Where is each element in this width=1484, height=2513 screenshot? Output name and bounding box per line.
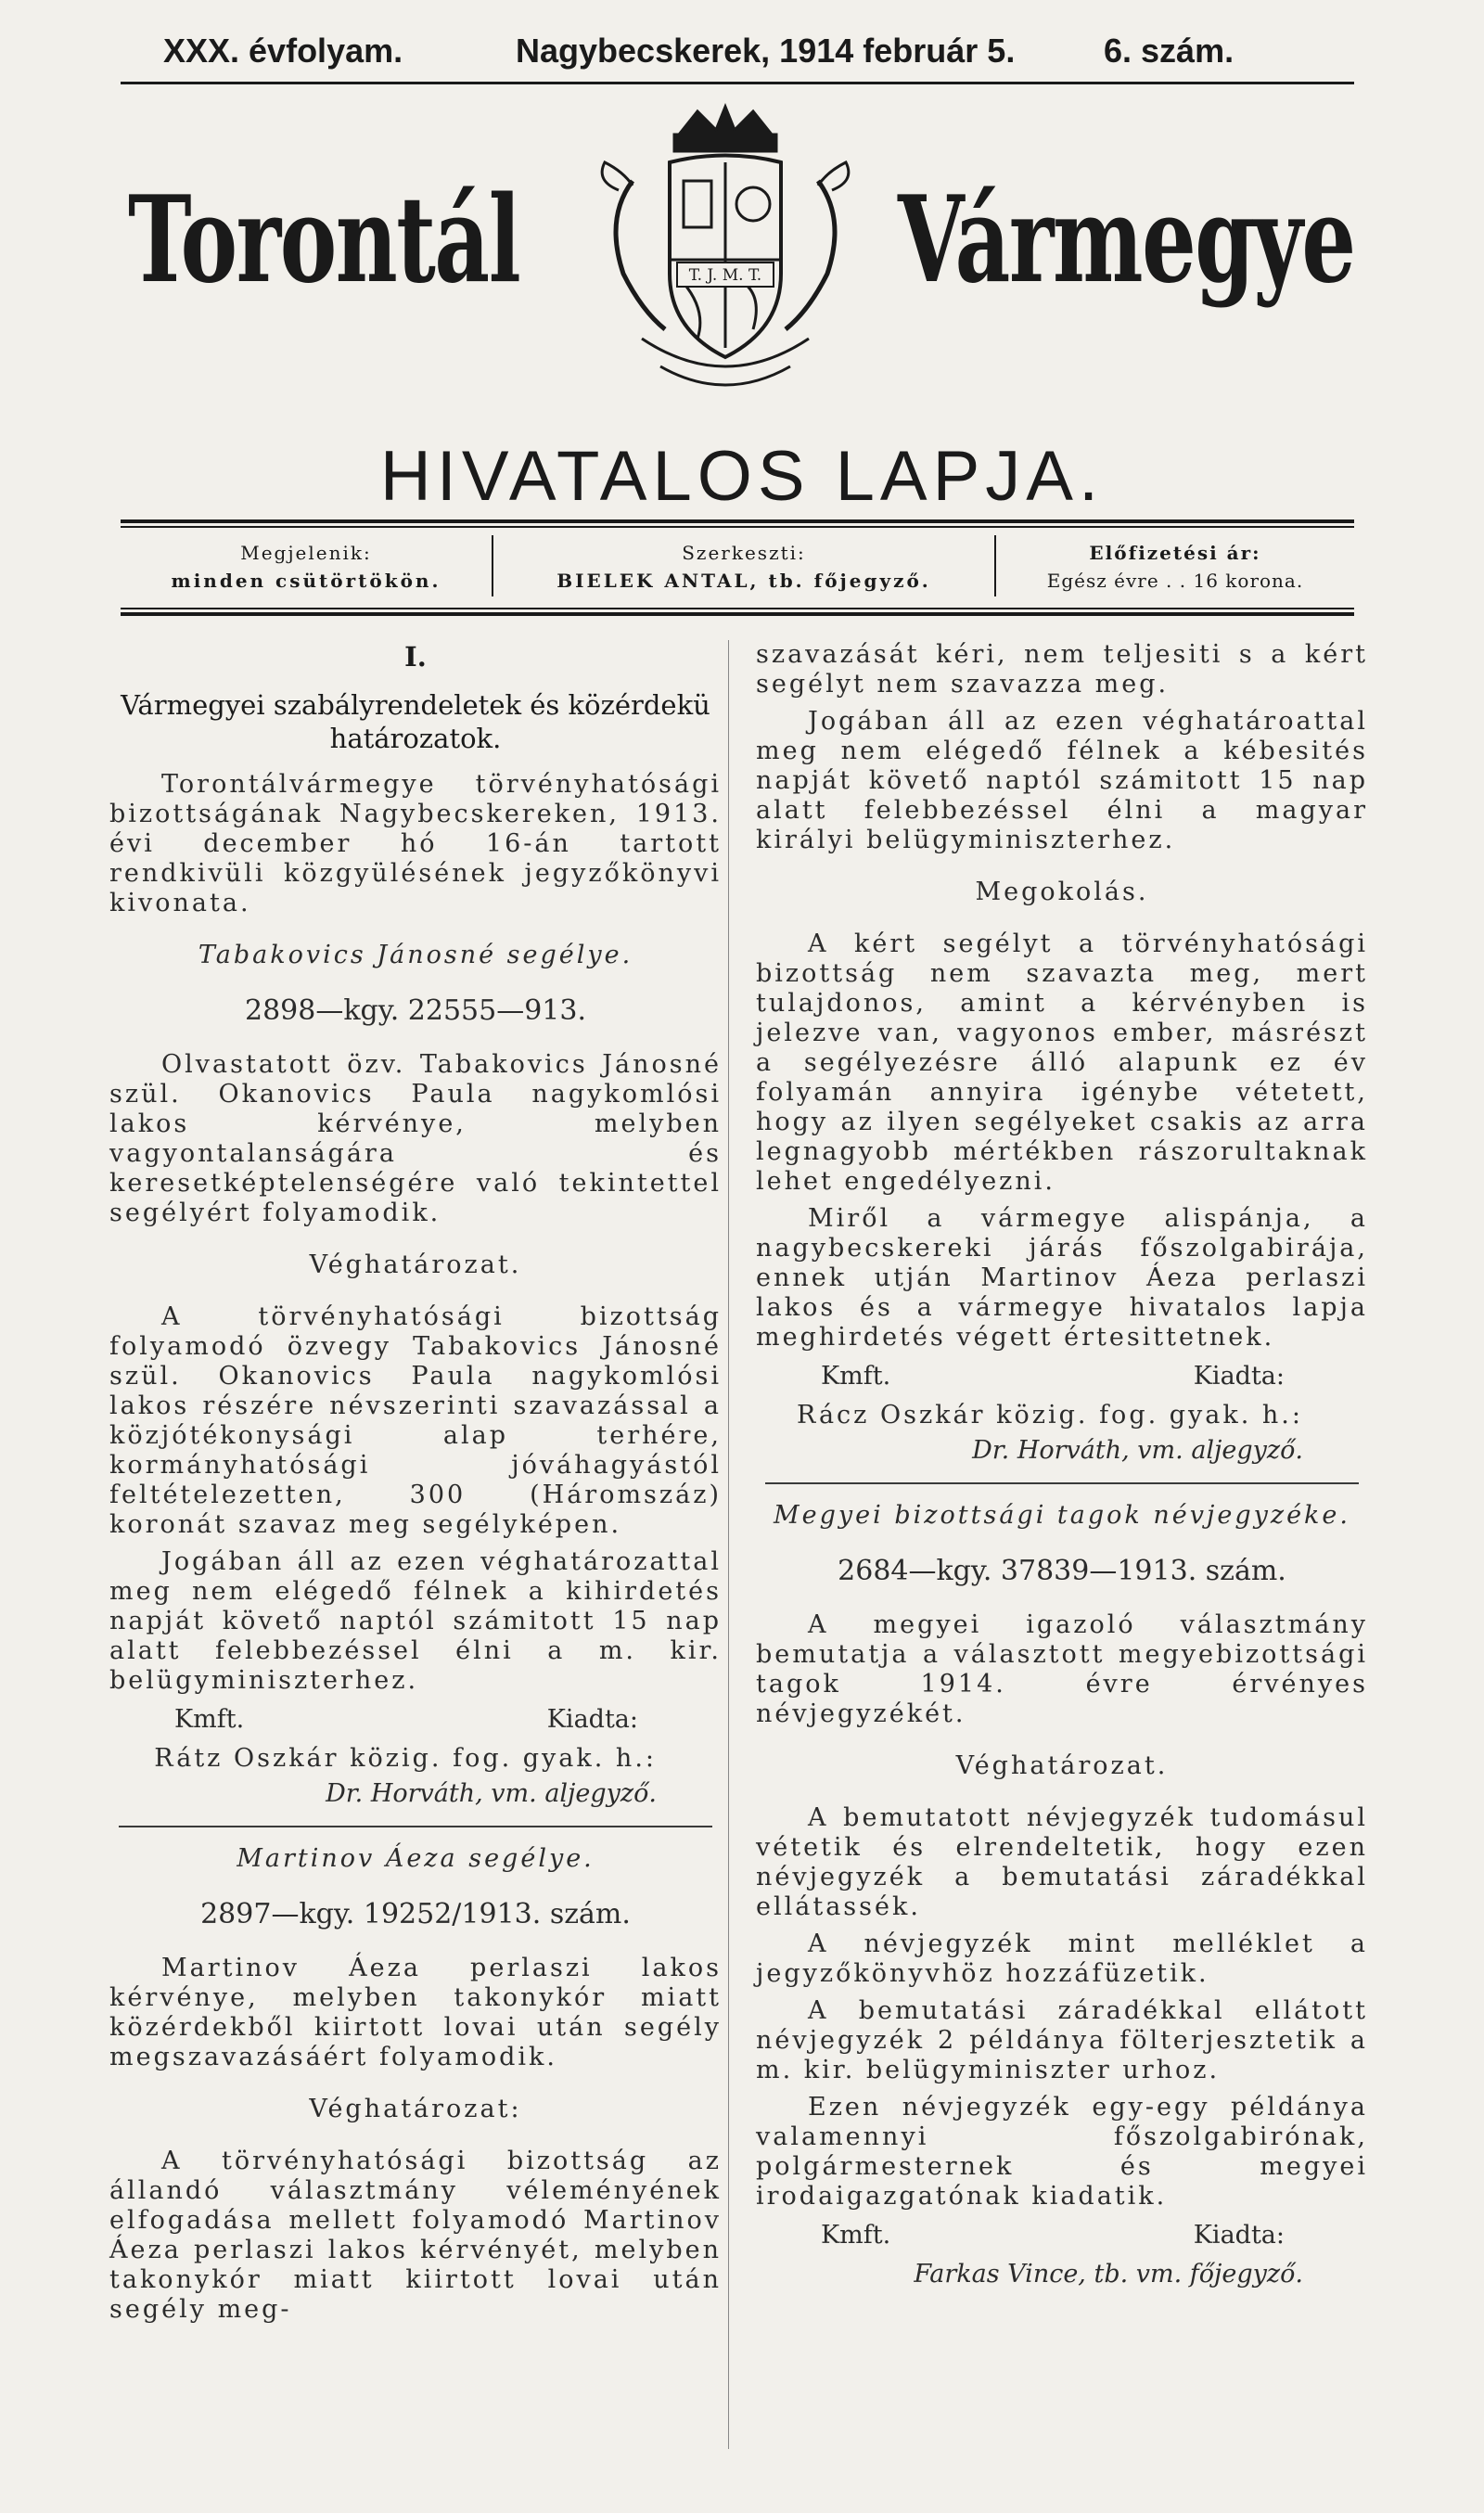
case-number: 2898—kgy. 22555—913.	[245, 994, 586, 1027]
issue-number: 6. szám.	[1104, 32, 1235, 70]
crest-label: T. J. M. T.	[688, 266, 762, 285]
header-rule	[121, 82, 1354, 84]
appeal-text: Jogában áll az ezen véghatároattal meg nem elégedő félnek a kébesités napját követő naptól számitott 15 nap alatt felebbezéssel élni a magyar királyi belügyminiszterhez.	[756, 707, 1368, 854]
case-title: Tabakovics Jánosné segélye.	[198, 941, 633, 969]
subscription-label: Előfizetési ár:	[1089, 542, 1261, 564]
kmft-label: Kmft.	[821, 1362, 891, 1391]
decision-title: Véghatározat:	[309, 2095, 522, 2123]
section-title: Vármegyei szabályrendeletek és közérdekü határozatok.	[121, 689, 710, 754]
case-number: 2684—kgy. 37839—1913. szám.	[838, 1555, 1286, 1587]
appears-label: Megjelenik:	[240, 542, 372, 564]
decision-text: Ezen névjegyzék egy-egy példánya valamennyi főszolgabirónak, polgármesternek és megyei irodaigazgatónak kiadatik.	[756, 2093, 1368, 2211]
section-rule	[765, 1482, 1359, 1484]
decision-text: A bemutatott névjegyzék tudomásul vétetik és elrendeltetik, hogy ezen névjegyzék a bemutatási záradékkal ellátassék.	[756, 1803, 1368, 1921]
left-column	[109, 640, 722, 2332]
subscription-value: Egész évre . . 16 korona.	[1046, 570, 1304, 592]
section-rule	[119, 1826, 712, 1827]
masthead-title-right: Vármegye	[898, 171, 1355, 310]
editor-label: Szerkeszti:	[682, 542, 806, 564]
continued-text: szavazását kéri, nem teljesiti s a kért segélyt nem szavazza meg.	[756, 640, 1368, 699]
decision-title: Véghatározat.	[955, 1751, 1169, 1780]
case-title: Martinov Áeza segélye.	[237, 1844, 595, 1873]
appears-value: minden csütörtökön.	[171, 570, 441, 592]
appears-block	[121, 539, 492, 595]
column-divider	[728, 640, 729, 2449]
case-body: Olvastatott özv. Tabakovics Jánosné szül. Okanovics Paula nagykomlósi lakos kérvénye, melyben vagyontalanságára és keresetképtelenségére való tekintettel segélyért folyamodik.	[109, 1050, 722, 1227]
case-number: 2897—kgy. 19252/1913. szám.	[200, 1898, 631, 1930]
masthead-title-left: Torontál	[128, 171, 520, 310]
decision-title: Véghatározat.	[309, 1250, 522, 1279]
editor-value: BIELEK ANTAL, tb. főjegyző.	[556, 570, 931, 592]
decision-text: A névjegyzék mint melléklet a jegyzőkönyvhöz hozzáfüzetik.	[756, 1930, 1368, 1988]
case-body: A megyei igazoló választmány bemutatja a választott megyebizottsági tagok 1914. évre érvényes névjegyzékét.	[756, 1610, 1368, 1728]
info-rule-top	[121, 519, 1354, 523]
subscription-block	[996, 539, 1354, 595]
info-bar	[121, 532, 1354, 606]
decision-text: A törvényhatósági bizottság folyamodó özvegy Tabakovics Jánosné szül. Okanovics Paula nagykomlósi lakos részére névszerinti szavazással a közjótékonysági alap terhére, kormányhatósági jóváhagyástól feltételezetten, 300 (Háromszáz) koronát szavaz meg segélyképen.	[109, 1302, 722, 1539]
issue-header	[0, 26, 1484, 82]
decision-text: A bemutatási záradékkal ellátott névjegyzék 2 példánya fölterjesztetik a m. kir. belügyminiszter urhoz.	[756, 1996, 1368, 2084]
subtitle: HIVATALOS LAPJA.	[379, 437, 1105, 516]
editor-block	[493, 539, 994, 595]
reason-text: Miről a vármegye alispánja, a nagybecskereki járás főszolgabirája, ennek utján Martinov Áeza perlaszi lakos és a vármegye hivatalos lapja meghirdetés végett értesittetnek.	[756, 1204, 1368, 1352]
signature-line	[756, 2221, 1368, 2250]
signature-name: Farkas Vince, tb. vm. főjegyző.	[914, 2260, 1303, 2289]
info-rule-bottom2	[121, 612, 1354, 616]
decision-text: A törvényhatósági bizottság az állandó választmány véleményének elfogadása mellett folyamodó Martinov Áeza perlaszi lakos kérvényét, melyben takonykór miatt kiirtott lovai után segély meg-	[109, 2147, 722, 2324]
case-title: Megyei bizottsági tagok névjegyzéke.	[774, 1501, 1350, 1530]
volume-label: XXX. évfolyam.	[163, 32, 403, 70]
signature-name: Dr. Horváth, vm. aljegyző.	[972, 1436, 1303, 1465]
right-column	[756, 640, 1368, 2295]
info-rule-top2	[121, 526, 1354, 528]
coat-of-arms-icon	[568, 97, 883, 413]
info-rule-bottom	[121, 608, 1354, 609]
intro-paragraph: Torontálvármegye törvényhatósági bizottságának Nagybecskereken, 1913. évi december hó 16-án tartott rendkivüli közgyülésének jegyzőkönyvi kivonata.	[109, 770, 722, 917]
signature-name: Rácz Oszkár közig. fog. gyak. h.:	[797, 1401, 1303, 1430]
kiadta-label: Kiadta:	[1193, 2221, 1285, 2250]
place-date: Nagybecskerek, 1914 február 5.	[516, 32, 1016, 70]
kiadta-label: Kiadta:	[546, 1705, 638, 1734]
signature-name: Dr. Horváth, vm. aljegyző.	[326, 1779, 657, 1808]
signature-line	[109, 1705, 722, 1735]
appeal-text: Jogában áll az ezen véghatározattal meg nem elégedő félnek a kihirdetés napját követő naptól számitott 15 nap alatt felebbezéssel élni a m. kir. belügyminiszterhez.	[109, 1547, 722, 1695]
kiadta-label: Kiadta:	[1193, 1362, 1285, 1391]
case-body: Martinov Áeza perlaszi lakos kérvénye, melyben takonykór miatt közérdekből kiirtott lovai után segély megszavazásáért folyamodik.	[109, 1954, 722, 2071]
kmft-label: Kmft.	[821, 2221, 891, 2250]
kmft-label: Kmft.	[174, 1705, 245, 1734]
section-number: I.	[404, 641, 427, 673]
reason-text: A kért segélyt a törvényhatósági bizottság nem szavazta meg, mert tulajdonos, amint a kérvényben is jelezve van, vagyonos ember, másrészt a segélyezésre álló alapunk ez év folyamán annyira igénybe vétetett, hogy az ilyen segélyeket csakis az arra legnagyobb mértékben rászorultaknak lehet engedélyezni.	[756, 930, 1368, 1196]
signature-line	[756, 1362, 1368, 1391]
reason-title: Megokolás.	[975, 878, 1149, 906]
signature-name: Rátz Oszkár közig. fog. gyak. h.:	[154, 1744, 657, 1773]
